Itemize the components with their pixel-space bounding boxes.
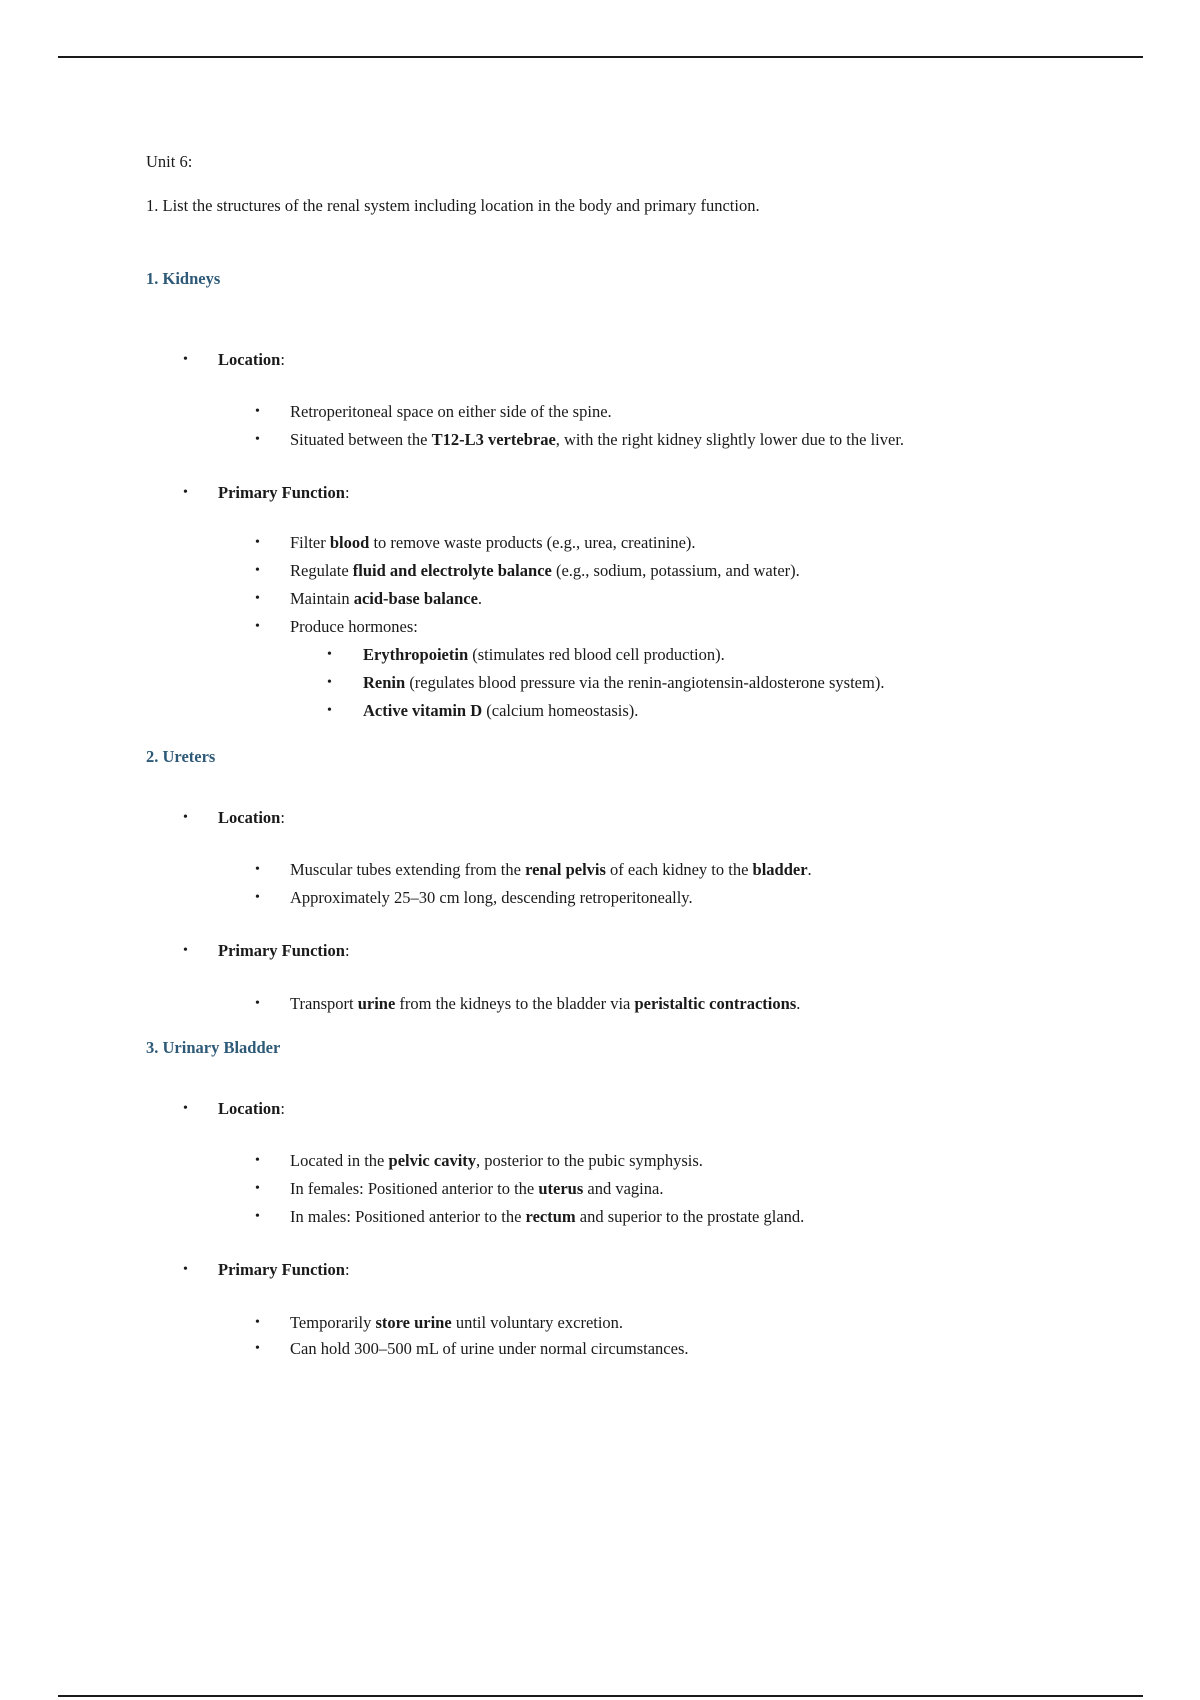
bullet-icon: • — [255, 1315, 260, 1330]
bladder-function-label: Primary Function: — [218, 1260, 350, 1279]
section-heading-kidneys: 1. Kidneys — [146, 269, 221, 288]
kidneys-function-label: Primary Function: — [218, 483, 350, 502]
section-heading-ureters: 2. Ureters — [146, 747, 216, 766]
bullet-icon: • — [255, 996, 260, 1011]
ureters-function-label: Primary Function: — [218, 941, 350, 960]
hormone-item: Active vitamin D (calcium homeostasis). — [363, 701, 639, 720]
ureters-location-label: Location: — [218, 808, 285, 827]
bullet-icon: • — [255, 619, 260, 634]
kidneys-function-item: Produce hormones: — [290, 617, 418, 636]
bladder-location-item: Located in the pelvic cavity, posterior to the pubic symphysis. — [290, 1151, 703, 1170]
ureters-location-item: Muscular tubes extending from the renal pelvis of each kidney to the bladder. — [290, 860, 812, 879]
bullet-icon: • — [255, 862, 260, 877]
bullet-icon: • — [255, 1209, 260, 1224]
section-heading-bladder: 3. Urinary Bladder — [146, 1038, 281, 1057]
bullet-icon: • — [255, 591, 260, 606]
bullet-icon: • — [255, 535, 260, 550]
bullet-icon: • — [255, 1181, 260, 1196]
footer-rule — [58, 1695, 1143, 1697]
kidneys-function-item: Regulate fluid and electrolyte balance (e.g., sodium, potassium, and water). — [290, 561, 800, 580]
hormone-item: Renin (regulates blood pressure via the renin-angiotensin-aldosterone system). — [363, 673, 885, 692]
kidneys-location-item: Situated between the T12-L3 vertebrae, with the right kidney slightly lower due to the liver. — [290, 430, 905, 449]
hormone-item: Erythropoietin (stimulates red blood cell production). — [363, 645, 725, 664]
ureters-function-item: Transport urine from the kidneys to the bladder via peristaltic contractions. — [290, 994, 801, 1013]
bladder-location-item: In females: Positioned anterior to the uterus and vagina. — [290, 1179, 664, 1198]
unit-label: Unit 6: — [146, 152, 193, 171]
bullet-icon: • — [183, 943, 188, 958]
bullet-icon: • — [183, 352, 188, 367]
bullet-icon: • — [255, 1341, 260, 1356]
bullet-icon: • — [327, 647, 332, 662]
bladder-location-item: In males: Positioned anterior to the rectum and superior to the prostate gland. — [290, 1207, 805, 1226]
question-text: 1. List the structures of the renal system including location in the body and primary function. — [146, 196, 760, 215]
bullet-icon: • — [255, 1153, 260, 1168]
bullet-icon: • — [183, 1262, 188, 1277]
bladder-function-item: Temporarily store urine until voluntary excretion. — [290, 1313, 624, 1332]
bullet-icon: • — [255, 404, 260, 419]
bullet-icon: • — [327, 703, 332, 718]
bullet-icon: • — [183, 1101, 188, 1116]
bullet-icon: • — [255, 890, 260, 905]
bladder-location-label: Location: — [218, 1099, 285, 1118]
ureters-location-item: Approximately 25–30 cm long, descending retroperitoneally. — [290, 888, 693, 907]
bullet-icon: • — [183, 810, 188, 825]
kidneys-function-item: Maintain acid-base balance. — [290, 589, 483, 608]
bullet-icon: • — [255, 432, 260, 447]
bladder-function-item: Can hold 300–500 mL of urine under normal circumstances. — [290, 1339, 689, 1358]
bullet-icon: • — [255, 563, 260, 578]
bullet-icon: • — [183, 485, 188, 500]
kidneys-location-label: Location: — [218, 350, 285, 369]
header-rule — [58, 56, 1143, 58]
kidneys-function-item: Filter blood to remove waste products (e.g., urea, creatinine). — [290, 533, 696, 552]
kidneys-location-item: Retroperitoneal space on either side of the spine. — [290, 402, 612, 421]
bullet-icon: • — [327, 675, 332, 690]
